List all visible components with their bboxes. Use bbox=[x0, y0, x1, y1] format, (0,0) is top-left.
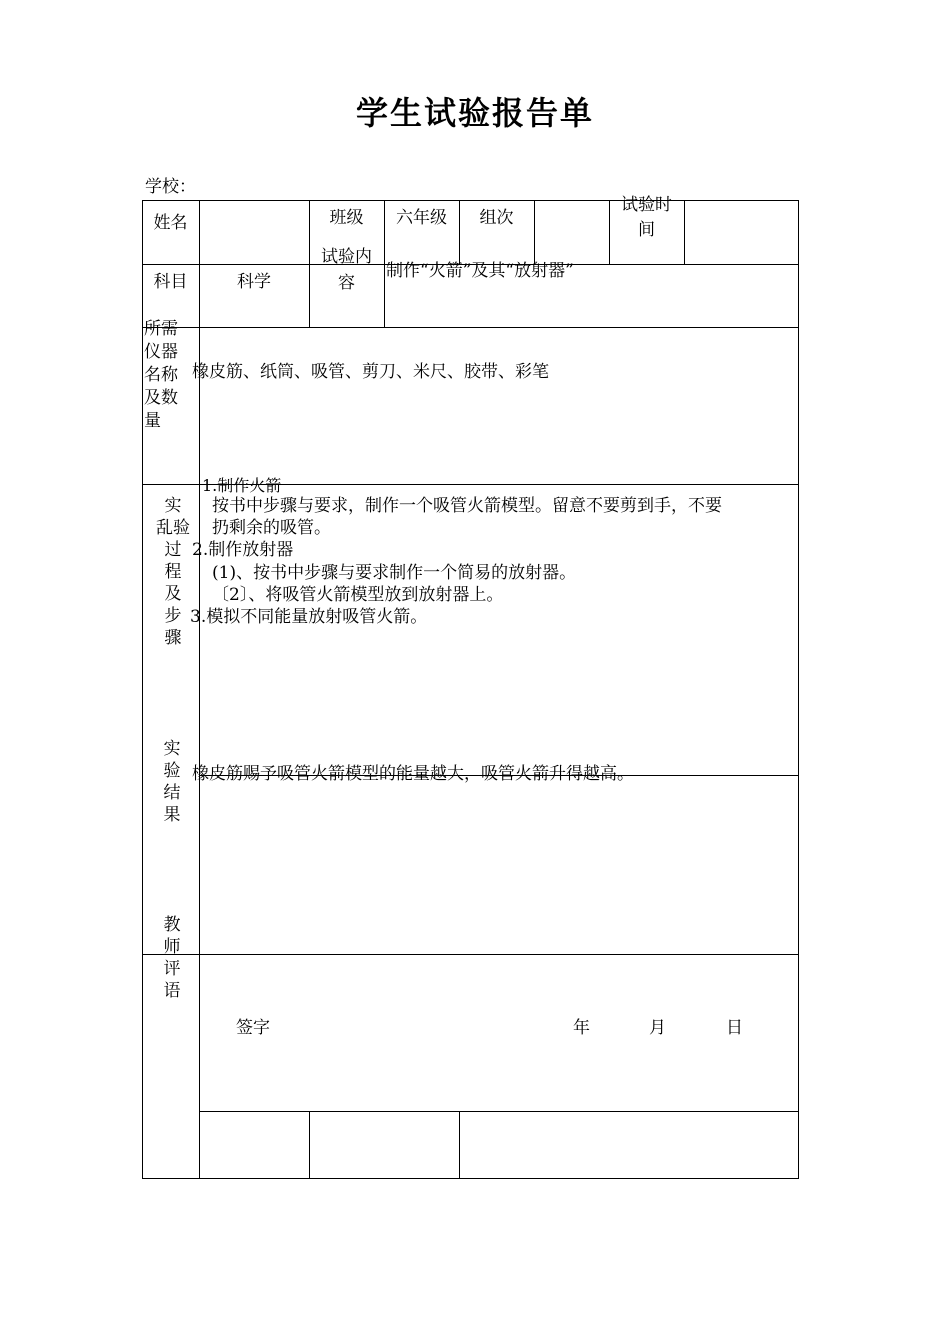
content-label-line1: 试验内 bbox=[321, 247, 372, 267]
school-label: 学校： bbox=[145, 177, 196, 197]
process-label-char: 骤 bbox=[164, 628, 182, 648]
process-label-char: 及 bbox=[164, 584, 182, 604]
result-label-char: 结 bbox=[163, 783, 181, 803]
class-label: 班级 bbox=[329, 208, 364, 228]
process-step: 扔剩余的吸管。 bbox=[212, 518, 331, 538]
process-label-char: 过 bbox=[164, 540, 182, 560]
column-divider bbox=[199, 200, 200, 1179]
instruments-label-line: 名称 bbox=[144, 365, 178, 385]
signature-label: 签字 bbox=[236, 1018, 270, 1038]
class-value: 六年级 bbox=[396, 208, 447, 228]
result-label-char: 实 bbox=[163, 739, 181, 759]
column-divider bbox=[309, 1111, 310, 1178]
instruments-value: 橡皮筋、纸筒、吸管、剪刀、米尺、胶带、彩笔 bbox=[192, 362, 549, 382]
content-value: 制作“火箭”及其“放射器” bbox=[386, 261, 574, 281]
result-value: 橡皮筋赐予吸管火箭模型的能量越大，吸管火箭升得越高。 bbox=[192, 764, 634, 784]
process-step: 1.制作火箭 bbox=[202, 476, 282, 495]
day-label: 日 bbox=[726, 1018, 743, 1038]
column-divider bbox=[534, 200, 535, 264]
instruments-label-line: 及数 bbox=[144, 388, 178, 408]
process-label-char: 乱验 bbox=[156, 518, 190, 538]
table-border-bottom bbox=[142, 1178, 799, 1179]
row-divider bbox=[142, 327, 799, 328]
comment-label-char: 教 bbox=[163, 915, 181, 935]
process-label-char: 实 bbox=[164, 496, 182, 516]
year-label: 年 bbox=[573, 1018, 590, 1038]
comment-label-char: 评 bbox=[163, 959, 181, 979]
result-label-char: 验 bbox=[163, 761, 181, 781]
instruments-label bbox=[144, 318, 184, 433]
content-label-line2: 容 bbox=[338, 273, 355, 293]
row-divider bbox=[142, 954, 799, 955]
month-label: 月 bbox=[649, 1018, 666, 1038]
result-label-char: 果 bbox=[163, 805, 181, 825]
comment-label-char: 师 bbox=[163, 937, 181, 957]
process-step: 3.模拟不同能量放射吸管火箭。 bbox=[190, 607, 428, 627]
process-step: 〔2〕、将吸管火箭模型放到放射器上。 bbox=[212, 585, 504, 605]
column-divider bbox=[684, 200, 685, 264]
page-title: 学生试验报告单 bbox=[355, 94, 594, 132]
instruments-label-line: 所需 bbox=[144, 319, 178, 339]
row-divider bbox=[199, 1111, 799, 1112]
process-label-char: 程 bbox=[164, 562, 182, 582]
subject-label: 科目 bbox=[153, 272, 188, 292]
table-border-top bbox=[142, 200, 799, 201]
process-step: 按书中步骤与要求，制作一个吸管火箭模型。留意不要剪到手，不要 bbox=[212, 496, 722, 516]
result-label bbox=[161, 738, 183, 826]
column-divider bbox=[459, 1111, 460, 1178]
subject-value: 科学 bbox=[237, 272, 271, 292]
table-border-left bbox=[142, 200, 143, 1179]
time-label-line1: 试验时 bbox=[621, 195, 672, 215]
process-label-char: 步 bbox=[164, 606, 182, 626]
comment-label-char: 语 bbox=[163, 981, 181, 1001]
process-step: 2.制作放射器 bbox=[192, 540, 294, 560]
group-label: 组次 bbox=[479, 208, 514, 228]
process-step: (1)、按书中步骤与要求制作一个简易的放射器。 bbox=[212, 563, 577, 583]
comment-label bbox=[161, 914, 183, 1002]
instruments-label-line: 量 bbox=[144, 411, 161, 431]
name-label: 姓名 bbox=[153, 213, 188, 233]
time-label-line2: 间 bbox=[638, 220, 655, 240]
table-border-right bbox=[798, 200, 799, 1179]
instruments-label-line: 仪器 bbox=[144, 342, 178, 362]
